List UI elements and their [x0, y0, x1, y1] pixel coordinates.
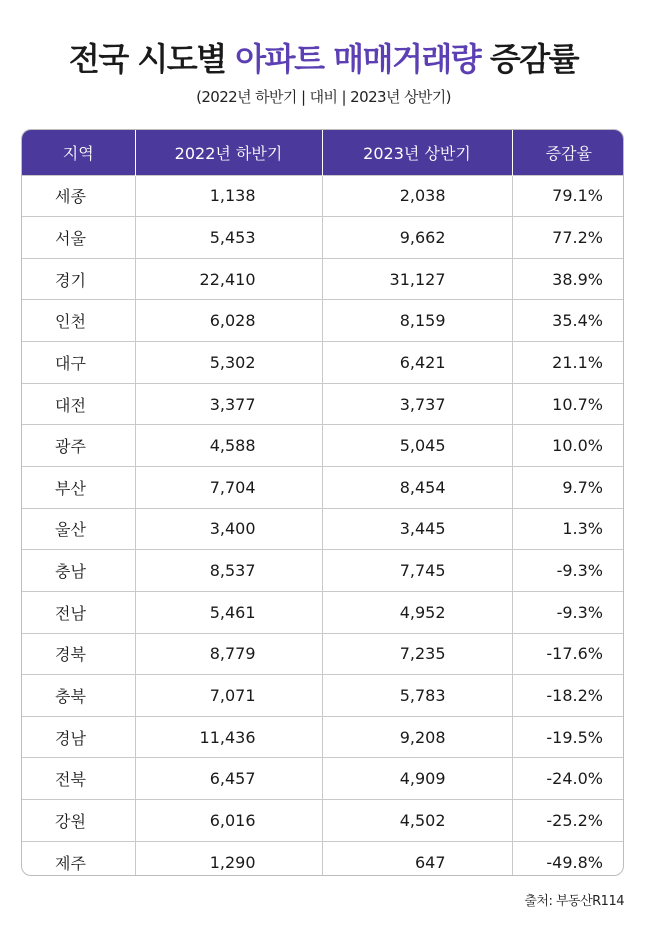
cell-2023-h1: 9,662	[322, 217, 512, 259]
cell-2022-h2: 6,016	[135, 800, 322, 842]
cell-2022-h2: 8,779	[135, 633, 322, 675]
cell-rate: -9.3%	[512, 550, 624, 592]
cell-2023-h1: 5,783	[322, 675, 512, 717]
table-row	[22, 425, 624, 467]
cell-2023-h1: 8,159	[322, 300, 512, 342]
cell-2023-h1: 7,235	[322, 633, 512, 675]
cell-region: 경북	[22, 633, 135, 675]
cell-rate: 77.2%	[512, 217, 624, 259]
cell-rate: -17.6%	[512, 633, 624, 675]
cell-2022-h2: 5,453	[135, 217, 322, 259]
title-accent: 아파트 매매거래량	[235, 40, 481, 78]
table-row	[22, 342, 624, 384]
transaction-table	[22, 130, 624, 876]
cell-2023-h1: 9,208	[322, 716, 512, 758]
cell-2022-h2: 5,302	[135, 342, 322, 384]
cell-2023-h1: 3,737	[322, 383, 512, 425]
table-row	[22, 466, 624, 508]
cell-2023-h1: 2,038	[322, 175, 512, 217]
table-row	[22, 675, 624, 717]
cell-2022-h2: 4,588	[135, 425, 322, 467]
table-row	[22, 591, 624, 633]
table-row	[22, 508, 624, 550]
page-subtitle: (2022년 하반기 | 대비 | 2023년 상반기)	[196, 88, 451, 106]
cell-2023-h1: 4,909	[322, 758, 512, 800]
cell-region: 제주	[22, 841, 135, 876]
cell-2023-h1: 4,502	[322, 800, 512, 842]
cell-2022-h2: 7,071	[135, 675, 322, 717]
cell-region: 대전	[22, 383, 135, 425]
cell-region: 인천	[22, 300, 135, 342]
cell-region: 강원	[22, 800, 135, 842]
cell-2022-h2: 5,461	[135, 591, 322, 633]
table-row	[22, 383, 624, 425]
table-row	[22, 258, 624, 300]
cell-2023-h1: 6,421	[322, 342, 512, 384]
cell-rate: 79.1%	[512, 175, 624, 217]
table-row	[22, 758, 624, 800]
table-body	[22, 175, 624, 876]
cell-2022-h2: 11,436	[135, 716, 322, 758]
cell-rate: 10.0%	[512, 425, 624, 467]
cell-region: 광주	[22, 425, 135, 467]
transaction-table-container	[21, 129, 624, 876]
table-row	[22, 550, 624, 592]
cell-region: 경남	[22, 716, 135, 758]
cell-region: 부산	[22, 466, 135, 508]
header-region: 지역	[22, 130, 135, 175]
cell-rate: -49.8%	[512, 841, 624, 876]
cell-2023-h1: 31,127	[322, 258, 512, 300]
cell-region: 충남	[22, 550, 135, 592]
cell-rate: -25.2%	[512, 800, 624, 842]
page-title	[0, 34, 647, 80]
table-row	[22, 217, 624, 259]
cell-2022-h2: 6,457	[135, 758, 322, 800]
table-row	[22, 633, 624, 675]
table-row	[22, 716, 624, 758]
cell-2023-h1: 5,045	[322, 425, 512, 467]
cell-region: 경기	[22, 258, 135, 300]
title-prefix: 전국 시도별	[68, 40, 236, 78]
table-row	[22, 175, 624, 217]
cell-region: 대구	[22, 342, 135, 384]
cell-2022-h2: 3,377	[135, 383, 322, 425]
cell-2023-h1: 8,454	[322, 466, 512, 508]
cell-region: 울산	[22, 508, 135, 550]
cell-region: 서울	[22, 217, 135, 259]
cell-rate: 10.7%	[512, 383, 624, 425]
cell-2022-h2: 8,537	[135, 550, 322, 592]
header-2022-h2: 2022년 하반기	[135, 130, 322, 175]
cell-2022-h2: 3,400	[135, 508, 322, 550]
cell-rate: 1.3%	[512, 508, 624, 550]
cell-2023-h1: 647	[322, 841, 512, 876]
title-suffix: 증감률	[480, 40, 579, 78]
table-row	[22, 800, 624, 842]
cell-rate: -18.2%	[512, 675, 624, 717]
cell-rate: 21.1%	[512, 342, 624, 384]
cell-2023-h1: 3,445	[322, 508, 512, 550]
cell-region: 전북	[22, 758, 135, 800]
cell-2022-h2: 22,410	[135, 258, 322, 300]
cell-2022-h2: 7,704	[135, 466, 322, 508]
cell-2023-h1: 7,745	[322, 550, 512, 592]
cell-2022-h2: 1,290	[135, 841, 322, 876]
table-row	[22, 300, 624, 342]
cell-rate: 9.7%	[512, 466, 624, 508]
cell-region: 세종	[22, 175, 135, 217]
cell-rate: -9.3%	[512, 591, 624, 633]
cell-rate: 38.9%	[512, 258, 624, 300]
header-rate: 증감율	[545, 143, 592, 163]
cell-2023-h1: 4,952	[322, 591, 512, 633]
cell-2022-h2: 6,028	[135, 300, 322, 342]
cell-rate: -19.5%	[512, 716, 624, 758]
header-2023-h1: 2023년 상반기	[322, 130, 512, 175]
cell-rate: -24.0%	[512, 758, 624, 800]
cell-rate: 35.4%	[512, 300, 624, 342]
table-header-row	[22, 130, 624, 175]
cell-2022-h2: 1,138	[135, 175, 322, 217]
cell-region: 전남	[22, 591, 135, 633]
table-row	[22, 841, 624, 876]
cell-region: 충북	[22, 675, 135, 717]
source-note: 출처: 부동산R114	[524, 894, 624, 909]
